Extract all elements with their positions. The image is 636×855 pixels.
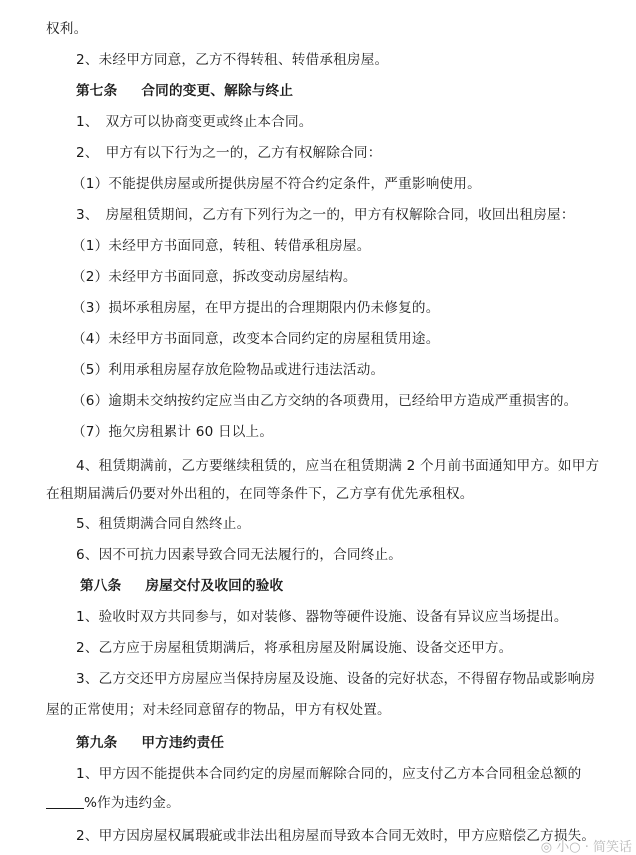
text-line: 在租期届满后仍要对外出租的，在同等条件下，乙方享有优先承租权。: [46, 486, 474, 502]
watermark: ◎ 小○ · 简笑话: [540, 840, 632, 855]
article-number: 第八条: [80, 578, 122, 594]
text-line: 屋的正常使用；对未经同意留存的物品，甲方有权处置。: [46, 702, 391, 718]
article-title: 合同的变更、解除与终止: [141, 83, 294, 99]
text-line: （5）利用承租房屋存放危险物品或进行违法活动。: [72, 362, 385, 378]
article-number: 第七条: [76, 83, 118, 99]
text-line: 2、乙方应于房屋租赁期满后，将承租房屋及附属设施、设备交还甲方。: [76, 640, 513, 656]
text-line: 2、 甲方有以下行为之一的，乙方有权解除合同：: [76, 145, 382, 161]
text-line: （3）损坏承租房屋，在甲方提出的合理期限内仍未修复的。: [72, 300, 440, 316]
text-line: 2、未经甲方同意，乙方不得转租、转借承租房屋。: [76, 52, 389, 68]
text-line: （2）未经甲方书面同意，拆改变动房屋结构。: [72, 269, 357, 285]
text-line: （7）拖欠房租累计 60 日以上。: [72, 424, 274, 440]
article-9-heading: [0, 733, 636, 753]
blank-underline: [46, 794, 84, 809]
article-number: 第九条: [76, 735, 118, 751]
article-title: 甲方违约责任: [141, 735, 225, 751]
text-line: 4、租赁期满前，乙方要继续租赁的，应当在租赁期满 2 个月前书面通知甲方。如甲方: [76, 458, 600, 474]
article-7-heading: [0, 81, 636, 101]
text-fragment: %作为违约金。: [84, 795, 180, 811]
text-line: 5、租赁期满合同自然终止。: [76, 516, 251, 532]
text-line: （1）不能提供房屋或所提供房屋不符合约定条件，严重影响使用。: [72, 176, 481, 192]
text-line: （6）逾期未交纳按约定应当由乙方交纳的各项费用，已经给甲方造成严重损害的。: [72, 393, 578, 409]
text-line: 2、甲方因房屋权属瑕疵或非法出租房屋而导致本合同无效时，甲方应赔偿乙方损失。: [76, 828, 596, 844]
text-line: 权利。: [46, 21, 88, 37]
text-line: （4）未经甲方书面同意，改变本合同约定的房屋租赁用途。: [72, 331, 440, 347]
text-line: （1）未经甲方书面同意，转租、转借承租房屋。: [72, 238, 371, 254]
article-title: 房屋交付及收回的验收: [145, 578, 284, 594]
text-line: 6、因不可抗力因素导致合同无法履行的，合同终止。: [76, 547, 403, 563]
article-8-heading: [0, 576, 636, 596]
text-line: 1、 双方可以协商变更或终止本合同。: [76, 114, 313, 130]
text-line: 3、乙方交还甲方房屋应当保持房屋及设施、设备的完好状态，不得留存物品或影响房: [76, 671, 596, 687]
text-line: 3、 房屋租赁期间，乙方有下列行为之一的，甲方有权解除合同，收回出租房屋：: [76, 207, 575, 223]
text-line: 1、甲方因不能提供本合同约定的房屋而解除合同的，应支付乙方本合同租金总额的: [76, 766, 582, 782]
text-line: [0, 793, 636, 813]
text-line: 1、验收时双方共同参与，如对装修、器物等硬件设施、设备有异议应当场提出。: [76, 609, 568, 625]
